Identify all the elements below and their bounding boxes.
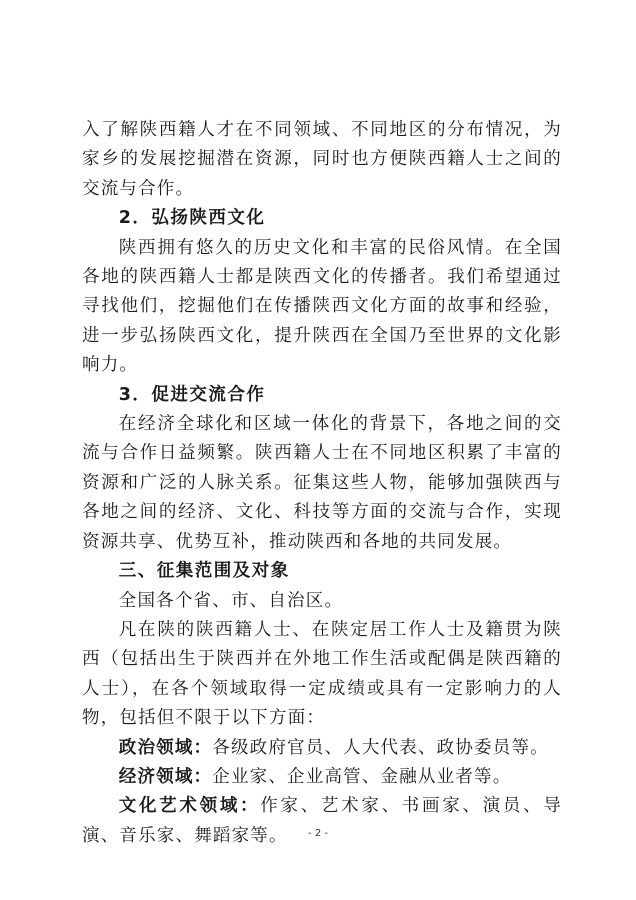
list-item-culture	[82, 792, 562, 851]
section-heading-scope: 三、征集范围及对象	[118, 561, 290, 582]
politics-label: 政治领域：	[118, 737, 213, 758]
paragraph-culture: 陕西拥有悠久的历史文化和丰富的民俗风情。在全国各地的陕西籍人士都是陕西文化的传播者。我们希望通过寻找他们，挖掘他们在传播陕西文化方面的故事和经验，进一步弘扬陕西文化，提升陕西在全国乃至世界的文化影响力。	[82, 237, 562, 376]
section-heading-promote-culture: 2．弘扬陕西文化	[118, 208, 266, 229]
section-heading-exchange: 3．促进交流合作	[118, 384, 266, 405]
culture-label: 文化艺术领域：	[118, 796, 261, 817]
page-number: - 2 -	[308, 828, 328, 839]
document-body	[82, 116, 562, 851]
economy-label: 经济领域：	[118, 766, 213, 787]
paragraph-scope: 全国各个省、市、自治区。	[118, 590, 344, 611]
list-item-politics	[82, 734, 562, 763]
culture-text: 作家、艺术家、书画家、演员、导演、音乐家、舞蹈家等。	[82, 796, 562, 846]
list-item-economy	[82, 763, 562, 792]
paragraph-exchange: 在经济全球化和区域一体化的背景下，各地之间的交流与合作日益频繁。陕西籍人士在不同地区积累了丰富的资源和广泛的人脉关系。征集这些人物，能够加强陕西与各地之间的经济、文化、科技等方面的交流与合作，实现资源共享、优势互补，推动陕西和各地的共同发展。	[82, 414, 562, 552]
economy-text: 企业家、企业高管、金融从业者等。	[212, 766, 512, 787]
paragraph-continued: 入了解陕西籍人才在不同领域、不同地区的分布情况，为家乡的发展挖掘潜在资源，同时也方便陕西籍人士之间的交流与合作。	[82, 120, 562, 199]
politics-text: 各级政府官员、人大代表、政协委员等。	[212, 737, 549, 758]
paragraph-targets: 凡在陕的陕西籍人士、在陕定居工作人士及籍贯为陕西（包括出生于陕西并在外地工作生活或配偶是陕西籍的人士），在各个领域取得一定成绩或具有一定影响力的人物，包括但不限于以下方面：	[82, 619, 562, 729]
